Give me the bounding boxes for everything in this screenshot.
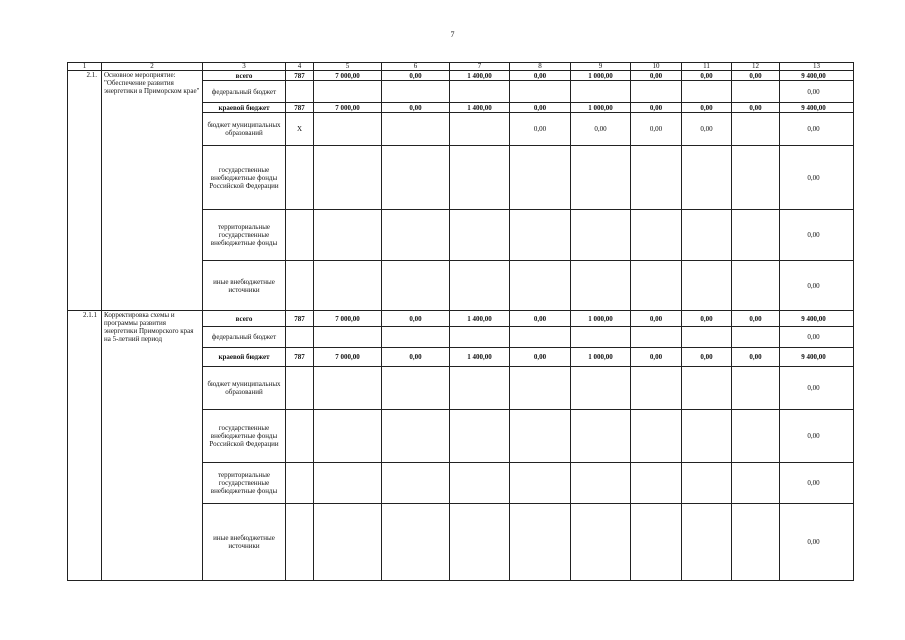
cell-c11: 0,00 (682, 311, 732, 327)
cell-c11 (682, 261, 732, 311)
funding-source: иные внебюджетные источники (203, 504, 286, 581)
cell-c10 (631, 327, 682, 348)
cell-c12 (732, 146, 780, 210)
cell-c6 (382, 261, 450, 311)
cell-c5: 7 000,00 (314, 103, 382, 113)
cell-c4 (286, 410, 314, 463)
cell-c9: 0,00 (571, 113, 631, 146)
cell-c12 (732, 210, 780, 261)
cell-c10 (631, 146, 682, 210)
cell-c8: 0,00 (510, 71, 571, 81)
column-header: 2 (102, 63, 203, 71)
cell-c13: 9 400,00 (780, 103, 854, 113)
cell-c8: 0,00 (510, 113, 571, 146)
table-body (68, 63, 854, 581)
item-number: 2.1.1 (68, 311, 102, 581)
cell-c6: 0,00 (382, 311, 450, 327)
cell-c7 (450, 210, 510, 261)
funding-source: федеральный бюджет (203, 327, 286, 348)
cell-c9 (571, 504, 631, 581)
cell-c8 (510, 463, 571, 504)
cell-c5 (314, 81, 382, 103)
item-name: Основное мероприятие: "Обеспечение развития энергетики в Приморском крае" (102, 71, 203, 311)
cell-c4 (286, 463, 314, 504)
cell-c12 (732, 463, 780, 504)
funding-source: всего (203, 311, 286, 327)
cell-c12 (732, 410, 780, 463)
cell-c9 (571, 410, 631, 463)
cell-c4 (286, 146, 314, 210)
column-header: 12 (732, 63, 780, 71)
funding-source: краевой бюджет (203, 103, 286, 113)
cell-c4 (286, 81, 314, 103)
cell-c10 (631, 504, 682, 581)
funding-source: иные внебюджетные источники (203, 261, 286, 311)
cell-c12 (732, 81, 780, 103)
funding-source: краевой бюджет (203, 348, 286, 367)
cell-c4 (286, 327, 314, 348)
cell-c9 (571, 261, 631, 311)
cell-c12: 0,00 (732, 71, 780, 81)
cell-c11: 0,00 (682, 348, 732, 367)
cell-c10: 0,00 (631, 103, 682, 113)
column-header: 6 (382, 63, 450, 71)
cell-c6 (382, 327, 450, 348)
cell-c9: 1 000,00 (571, 348, 631, 367)
cell-c5: 7 000,00 (314, 348, 382, 367)
cell-c8 (510, 327, 571, 348)
cell-c6 (382, 210, 450, 261)
cell-c10 (631, 410, 682, 463)
item-number: 2.1. (68, 71, 102, 311)
cell-c4: 787 (286, 71, 314, 81)
cell-c7 (450, 146, 510, 210)
cell-c8 (510, 504, 571, 581)
header-row (68, 63, 854, 71)
cell-c6 (382, 113, 450, 146)
cell-c11 (682, 504, 732, 581)
cell-c12 (732, 327, 780, 348)
column-header: 4 (286, 63, 314, 71)
funding-source: всего (203, 71, 286, 81)
cell-c12: 0,00 (732, 348, 780, 367)
cell-c11 (682, 210, 732, 261)
funding-source: бюджет муниципальных образований (203, 367, 286, 410)
cell-c10: 0,00 (631, 311, 682, 327)
cell-c9 (571, 463, 631, 504)
page-number: 7 (450, 30, 455, 39)
cell-c4 (286, 367, 314, 410)
cell-c8: 0,00 (510, 311, 571, 327)
funding-source: территориальные государственные внебюджетные фонды (203, 463, 286, 504)
cell-c5 (314, 410, 382, 463)
cell-c13: 0,00 (780, 504, 854, 581)
cell-c5: 7 000,00 (314, 311, 382, 327)
cell-c6: 0,00 (382, 71, 450, 81)
cell-c7: 1 400,00 (450, 103, 510, 113)
funding-source: федеральный бюджет (203, 81, 286, 103)
cell-c6 (382, 410, 450, 463)
table-row (68, 71, 854, 81)
cell-c13: 9 400,00 (780, 71, 854, 81)
cell-c6 (382, 367, 450, 410)
cell-c9 (571, 367, 631, 410)
cell-c6 (382, 463, 450, 504)
cell-c9: 1 000,00 (571, 71, 631, 81)
column-header: 3 (203, 63, 286, 71)
cell-c11: 0,00 (682, 71, 732, 81)
cell-c5 (314, 463, 382, 504)
cell-c9 (571, 327, 631, 348)
cell-c5 (314, 261, 382, 311)
cell-c13: 0,00 (780, 327, 854, 348)
cell-c9: 1 000,00 (571, 311, 631, 327)
cell-c13: 0,00 (780, 81, 854, 103)
cell-c9 (571, 146, 631, 210)
cell-c8 (510, 410, 571, 463)
cell-c13: 0,00 (780, 210, 854, 261)
cell-c11 (682, 146, 732, 210)
cell-c4 (286, 504, 314, 581)
cell-c4: Х (286, 113, 314, 146)
cell-c7 (450, 463, 510, 504)
cell-c11 (682, 410, 732, 463)
cell-c8 (510, 367, 571, 410)
budget-table (67, 62, 854, 581)
cell-c4: 787 (286, 311, 314, 327)
column-header: 9 (571, 63, 631, 71)
cell-c9 (571, 210, 631, 261)
column-header: 10 (631, 63, 682, 71)
cell-c7 (450, 367, 510, 410)
cell-c5 (314, 210, 382, 261)
cell-c13: 0,00 (780, 410, 854, 463)
cell-c12 (732, 261, 780, 311)
column-header: 11 (682, 63, 732, 71)
cell-c6 (382, 504, 450, 581)
cell-c13: 0,00 (780, 113, 854, 146)
cell-c7 (450, 113, 510, 146)
cell-c9 (571, 81, 631, 103)
cell-c5 (314, 504, 382, 581)
cell-c8 (510, 261, 571, 311)
cell-c7 (450, 261, 510, 311)
cell-c11 (682, 81, 732, 103)
cell-c6: 0,00 (382, 348, 450, 367)
cell-c6 (382, 146, 450, 210)
cell-c5 (314, 367, 382, 410)
cell-c13: 0,00 (780, 146, 854, 210)
cell-c10 (631, 463, 682, 504)
cell-c8: 0,00 (510, 103, 571, 113)
cell-c6: 0,00 (382, 103, 450, 113)
item-name: Корректировка схемы и программы развития энергетики Приморского края на 5-летний период (102, 311, 203, 581)
cell-c11 (682, 463, 732, 504)
cell-c8 (510, 210, 571, 261)
cell-c10: 0,00 (631, 113, 682, 146)
cell-c7: 1 400,00 (450, 311, 510, 327)
cell-c4: 787 (286, 348, 314, 367)
cell-c10 (631, 81, 682, 103)
cell-c10 (631, 367, 682, 410)
cell-c4: 787 (286, 103, 314, 113)
cell-c5 (314, 113, 382, 146)
cell-c10 (631, 210, 682, 261)
cell-c8 (510, 81, 571, 103)
cell-c5 (314, 327, 382, 348)
cell-c12 (732, 367, 780, 410)
column-header: 7 (450, 63, 510, 71)
column-header: 13 (780, 63, 854, 71)
cell-c7 (450, 410, 510, 463)
cell-c10: 0,00 (631, 71, 682, 81)
cell-c10: 0,00 (631, 348, 682, 367)
cell-c12 (732, 504, 780, 581)
cell-c13: 9 400,00 (780, 311, 854, 327)
cell-c5: 7 000,00 (314, 71, 382, 81)
cell-c7 (450, 81, 510, 103)
cell-c6 (382, 81, 450, 103)
cell-c12: 0,00 (732, 103, 780, 113)
cell-c13: 9 400,00 (780, 348, 854, 367)
cell-c9: 1 000,00 (571, 103, 631, 113)
cell-c11: 0,00 (682, 113, 732, 146)
cell-c12 (732, 113, 780, 146)
cell-c10 (631, 261, 682, 311)
column-header: 8 (510, 63, 571, 71)
column-header: 1 (68, 63, 102, 71)
cell-c7 (450, 504, 510, 581)
cell-c8 (510, 146, 571, 210)
cell-c12: 0,00 (732, 311, 780, 327)
cell-c7 (450, 327, 510, 348)
cell-c13: 0,00 (780, 367, 854, 410)
column-header: 5 (314, 63, 382, 71)
funding-source: государственные внебюджетные фонды Российской Федерации (203, 146, 286, 210)
cell-c13: 0,00 (780, 463, 854, 504)
table-row (68, 311, 854, 327)
cell-c13: 0,00 (780, 261, 854, 311)
funding-source: бюджет муниципальных образований (203, 113, 286, 146)
cell-c4 (286, 210, 314, 261)
cell-c5 (314, 146, 382, 210)
cell-c11 (682, 327, 732, 348)
cell-c7: 1 400,00 (450, 71, 510, 81)
funding-source: государственные внебюджетные фонды Российской Федерации (203, 410, 286, 463)
cell-c7: 1 400,00 (450, 348, 510, 367)
cell-c8: 0,00 (510, 348, 571, 367)
cell-c4 (286, 261, 314, 311)
funding-source: территориальные государственные внебюджетные фонды (203, 210, 286, 261)
cell-c11 (682, 367, 732, 410)
cell-c11: 0,00 (682, 103, 732, 113)
